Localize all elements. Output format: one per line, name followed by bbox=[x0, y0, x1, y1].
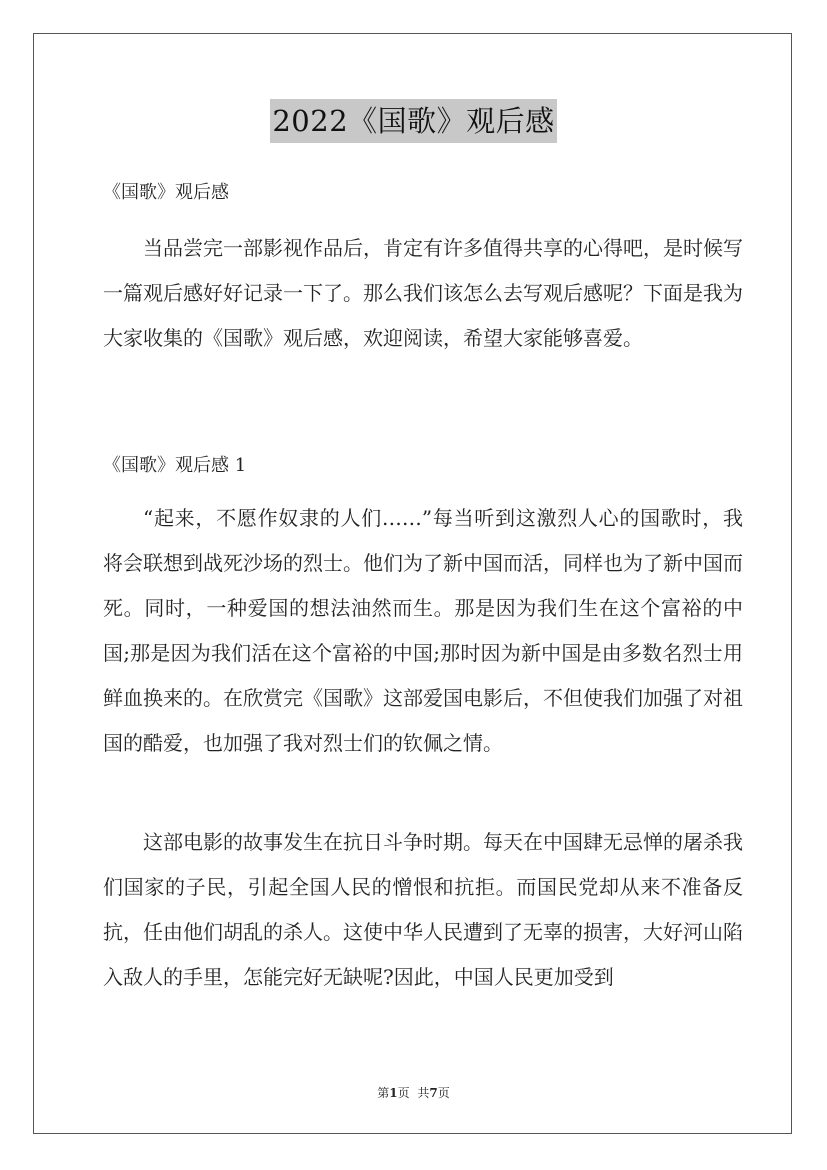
section-heading: 《国歌》观后感 1 bbox=[103, 455, 247, 476]
intro-paragraph: 当品尝完一部影视作品后，肯定有许多值得共享的心得吧，是时候写一篇观后感好好记录一下了。那么我们该怎么去写观后感呢？下面是我为大家收集的《国歌》观后感，欢迎阅读，希望大家能够喜爱。 bbox=[103, 236, 743, 350]
page-footer bbox=[0, 1084, 827, 1101]
footer-total-suffix: 页 bbox=[437, 1086, 450, 1100]
footer-page-current: 1 bbox=[389, 1086, 398, 1100]
body-paragraph: “起来，不愿作奴隶的人们……”每当听到这激烈人心的国歌时，我将会联想到战死沙场的烈士。他们为了新中国而活，同样也为了新中国而死。同时，一种爱国的想法油然而生。那是因为我们生在这个富裕的中国;那是因为我们活在这个富裕的中国;那时因为新中国是由多数名烈士用鲜血换来的。在欣赏完《国歌》这部爱国电影后，不但使我们加强了对祖国的酷爱，也加强了我对烈士们的钦佩之情。 bbox=[103, 506, 743, 755]
footer-page-prefix: 第 bbox=[377, 1086, 390, 1100]
intro-heading: 《国歌》观后感 bbox=[103, 182, 229, 203]
footer-page-total: 7 bbox=[429, 1086, 438, 1100]
document-title: 2022《国歌》观后感 bbox=[270, 99, 556, 143]
body-paragraph: 这部电影的故事发生在抗日斗争时期。每天在中国肆无忌惮的屠杀我们国家的子民，引起全国人民的憎恨和抗拒。而国民党却从来不准备反抗，任由他们胡乱的杀人。这使中华人民遭到了无辜的损害，大好河山陷入敌人的手里，怎能完好无缺呢?因此，中国人民更加受到 bbox=[103, 830, 743, 989]
footer-page-suffix: 页 bbox=[397, 1086, 410, 1100]
footer-total-prefix: 共 bbox=[417, 1086, 430, 1100]
title-container bbox=[0, 99, 827, 143]
